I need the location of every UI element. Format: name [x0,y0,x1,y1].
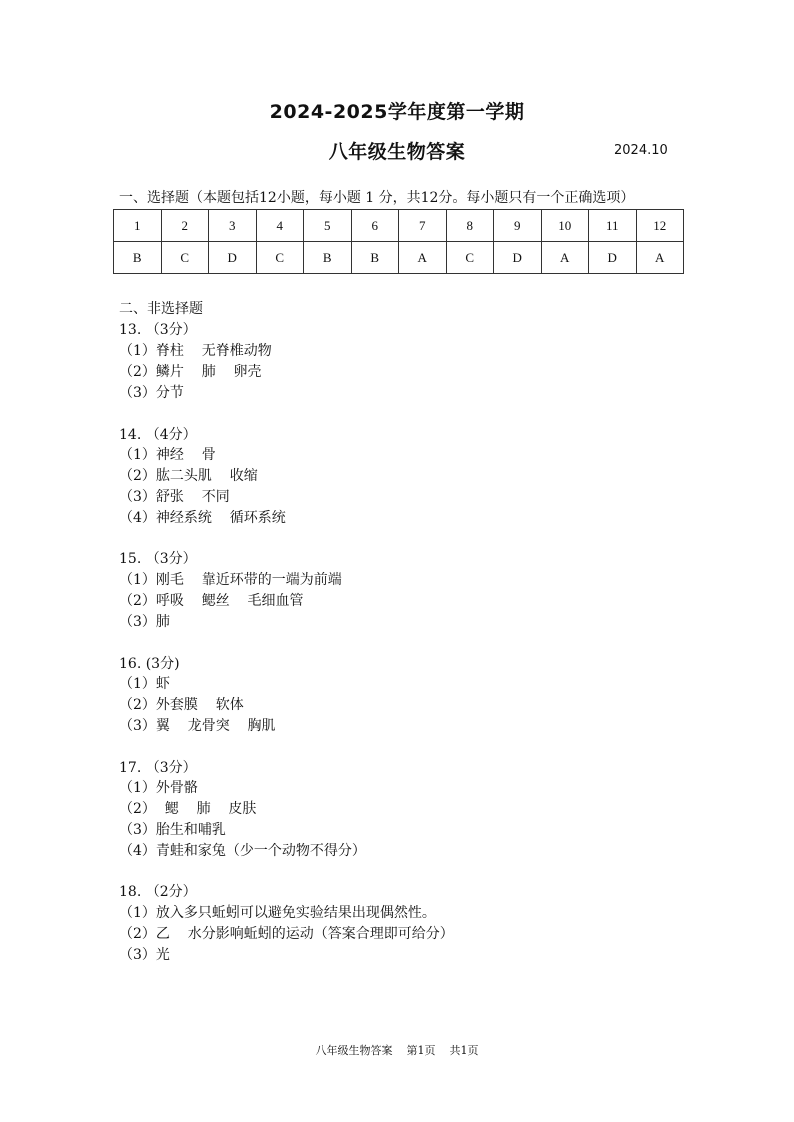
answer-cell: B [114,242,162,274]
answer-cell: B [351,242,399,274]
answer-line: （1）脊柱 无脊椎动物 [119,343,272,359]
answer-cell: D [209,242,257,274]
answer-cell: A [636,242,684,274]
question-number-cell: 7 [399,210,447,242]
question-number-cell: 6 [351,210,399,242]
answer-cell: C [256,242,304,274]
question-13-title: 13. （3分） [119,322,197,338]
answer-cell: B [304,242,352,274]
answer-cell: C [161,242,209,274]
section1-heading: 一、选择题（本题包括12小题，每小题 1 分，共12分。每小题只有一个正确选项） [119,190,635,206]
answer-line: （3）光 [119,947,170,963]
answer-line: （2）鳞片 肺 卵壳 [119,364,262,380]
answer-line: （3）肺 [119,614,170,630]
answer-cell: A [541,242,589,274]
answer-line: （1）神经 骨 [119,447,216,463]
page-footer: 八年级生物答案 第1页 共1页 [315,1044,479,1057]
answer-cell: A [399,242,447,274]
answer-cell: D [494,242,542,274]
answer-table [113,209,684,274]
answer-line: （3）舒张 不同 [119,489,230,505]
answer-row [114,242,684,274]
question-number-cell: 1 [114,210,162,242]
page-title: 2024-2025学年度第一学期 [269,101,525,123]
question-number-cell: 12 [636,210,684,242]
answer-line: （1）刚毛 靠近环带的一端为前端 [119,572,342,588]
answer-cell: D [589,242,637,274]
answer-line: （2） 鳃 肺 皮肤 [119,801,257,817]
question-number-cell: 9 [494,210,542,242]
answer-line: （4）青蛙和家兔（少一个动物不得分） [119,843,366,859]
question-18-title: 18. （2分） [119,884,197,900]
answer-line: （1）外骨骼 [119,780,198,796]
answer-cell: C [446,242,494,274]
answer-line: （1）虾 [119,676,170,692]
question-17-title: 17. （3分） [119,760,197,776]
answer-line: （2）肱二头肌 收缩 [119,468,258,484]
question-number-cell: 8 [446,210,494,242]
question-15-title: 15. （3分） [119,551,197,567]
question-number-row [114,210,684,242]
exam-date: 2024.10 [614,143,668,158]
answer-line: （1）放入多只蚯蚓可以避免实验结果出现偶然性。 [119,905,436,921]
question-number-cell: 11 [589,210,637,242]
answer-line: （3）分节 [119,385,184,401]
answer-line: （3）翼 龙骨突 胸肌 [119,718,276,734]
question-number-cell: 3 [209,210,257,242]
page-subtitle: 八年级生物答案 [328,141,466,163]
question-14-title: 14. （4分） [119,427,197,443]
question-number-cell: 5 [304,210,352,242]
answer-line: （3）胎生和哺乳 [119,822,226,838]
question-number-cell: 2 [161,210,209,242]
answer-line: （2）外套膜 软体 [119,697,244,713]
section2-heading: 二、非选择题 [119,301,203,317]
question-number-cell: 10 [541,210,589,242]
answer-line: （2）呼吸 鳃丝 毛细血管 [119,593,304,609]
question-number-cell: 4 [256,210,304,242]
answer-line: （2）乙 水分影响蚯蚓的运动（答案合理即可给分） [119,926,454,942]
question-16-title: 16. (3分) [119,656,180,672]
answer-line: （4）神经系统 循环系统 [119,510,286,526]
